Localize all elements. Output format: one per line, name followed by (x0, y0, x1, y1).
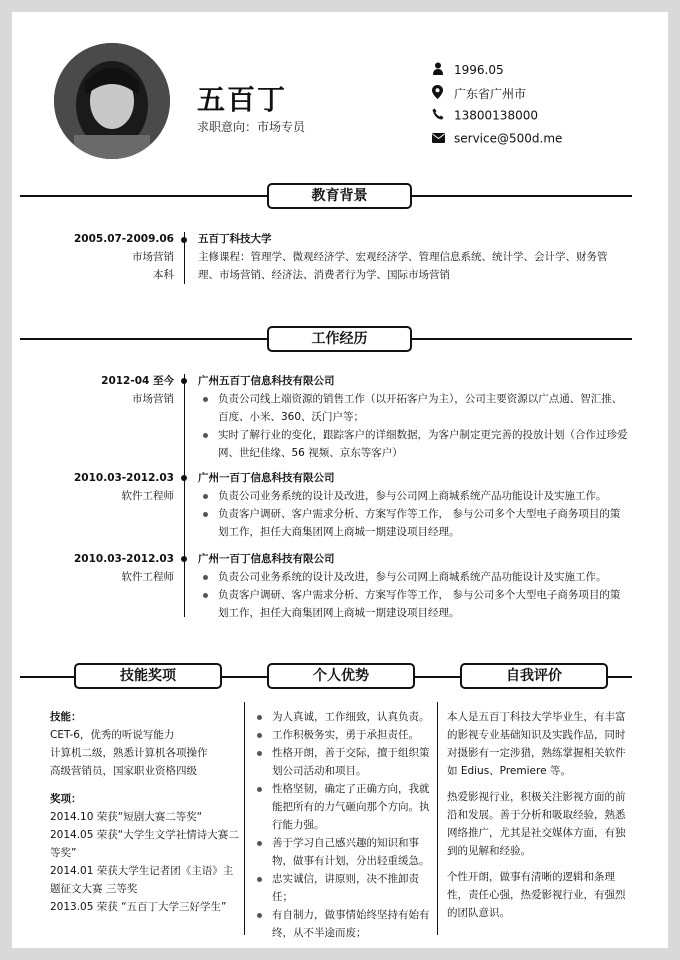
job-detail (198, 550, 628, 622)
job-company: 广州一百丁信息科技有限公司 (198, 553, 335, 565)
awards-label: 奖项： (50, 793, 82, 805)
work-heading: 工作经历 (267, 326, 412, 352)
profile-photo (54, 43, 170, 159)
skill-line: CET-6，优秀的听说写能力 (50, 729, 175, 741)
strength-item: 为人真诚，工作细致，认真负责。 (252, 708, 437, 726)
award-line: 2013.05 荣获 “五百丁大学三好学生” (50, 901, 227, 913)
contact-location: 广东省广州市 (432, 85, 526, 102)
work-timeline (184, 374, 185, 617)
mail-icon (432, 132, 446, 146)
job-role: 市场营销 (132, 393, 174, 405)
candidate-name: 五百丁 (197, 83, 288, 116)
timeline-dot (181, 378, 187, 384)
location-icon (432, 85, 446, 102)
job-bullet: 负责公司业务系统的设计及改进，参与公司网上商城系统产品功能设计及实施工作。 (198, 487, 628, 505)
job-intent: 求职意向：市场专员 (197, 120, 306, 134)
strength-item: 性格坚韧，确定了正确方向，我就能把所有的力气砸向那个方向。执行能力强。 (252, 780, 437, 834)
strength-item: 工作积极务实，勇于承担责任。 (252, 726, 437, 744)
job-company: 广州五百丁信息科技有限公司 (198, 375, 335, 387)
evaluation-heading: 自我评价 (460, 663, 608, 689)
evaluation-paragraph: 本人是五百丁科技大学毕业生，有丰富的影视专业基础知识及实践作品，同时对摄影有一定涉猎，熟练掌握相关软件如 Edius、Premiere 等。 (447, 711, 626, 777)
job-meta (24, 372, 174, 408)
education-date: 2005.07-2009.06 (73, 233, 174, 245)
job-meta (24, 469, 174, 505)
job-role: 软件工程师 (121, 571, 174, 583)
job-bullet: 负责公司业务系统的设计及改进，参与公司网上商城系统产品功能设计及实施工作。 (198, 568, 628, 586)
job-company: 广州一百丁信息科技有限公司 (198, 472, 335, 484)
education-major: 市场营销 (132, 251, 174, 263)
job-bullet: 负责客户调研、客户需求分析、方案写作等工作， 参与公司多个大型电子商务项目的策划工作，担任大商集团网上商城一期建设项目经理。 (198, 586, 628, 622)
column-divider (244, 702, 245, 935)
timeline-dot (181, 475, 187, 481)
contact-birth: 1996.05 (432, 62, 504, 78)
award-line: 2014.05 荣获“大学生文学社情诗大赛二等奖” (50, 829, 239, 859)
evaluation-paragraph: 个性开朗，做事有清晰的逻辑和条理性，责任心强，热爱影视行业，有强烈的团队意识。 (447, 871, 626, 919)
skill-line: 计算机二级，熟悉计算机各项操作 (50, 747, 208, 759)
strength-item: 有自制力，做事情始终坚持有始有终，从不半途而废； (252, 906, 437, 942)
evaluation-column (447, 708, 632, 930)
education-heading: 教育背景 (267, 183, 412, 209)
job-meta (24, 550, 174, 586)
strength-item: 忠实诚信，讲原则，决不推卸责任； (252, 870, 437, 906)
award-line: 2014.01 荣获大学生记者团《主语》主题征文大赛 三等奖 (50, 865, 234, 895)
education-meta (24, 230, 174, 284)
timeline-dot (181, 556, 187, 562)
strength-item: 善于学习自己感兴趣的知识和事物，做事有计划，分出轻重缓急。 (252, 834, 437, 870)
job-bullet: 实时了解行业的变化，跟踪客户的详细数据，为客户制定更完善的投放计划（合作过珍爱网、世纪佳缘、56 视频、京东等客户） (198, 426, 628, 462)
job-bullet: 负责客户调研、客户需求分析、方案写作等工作， 参与公司多个大型电子商务项目的策划工作，担任大商集团网上商城一期建设项目经理。 (198, 505, 628, 541)
person-icon (432, 62, 446, 78)
strengths-column (252, 708, 437, 942)
job-detail (198, 372, 628, 462)
skills-column (50, 708, 240, 916)
resume-page (12, 12, 668, 948)
job-role: 软件工程师 (121, 490, 174, 502)
skills-heading: 技能奖项 (74, 663, 222, 689)
education-detail (198, 230, 628, 284)
award-line: 2014.10 荣获“短剧大赛二等奖“ (50, 811, 203, 823)
timeline-dot (181, 237, 187, 243)
skills-label: 技能： (50, 711, 82, 723)
job-date: 2012-04 至今 (101, 375, 174, 387)
contact-email: service@500d.me (432, 131, 562, 146)
skill-line: 高级营销员，国家职业资格四级 (50, 765, 197, 777)
job-detail (198, 469, 628, 541)
strengths-heading: 个人优势 (267, 663, 415, 689)
education-degree: 本科 (153, 269, 174, 281)
contact-phone: 13800138000 (432, 108, 538, 123)
evaluation-paragraph: 热爱影视行业，积极关注影视方面的前沿和发展。善于分析和吸取经验，熟悉网络推广，尤其是社交媒体方面，有独到的见解和经验。 (447, 791, 626, 857)
job-date: 2010.03-2012.03 (73, 472, 174, 484)
job-bullet: 负责公司线上端资源的销售工作（以开拓客户为主），公司主要资源以广点通、智汇推、百度、小米、360、沃门户等； (198, 390, 628, 426)
education-school: 五百丁科技大学 (198, 233, 272, 245)
column-divider (437, 702, 438, 935)
job-date: 2010.03-2012.03 (73, 553, 174, 565)
education-courses: 主修课程：管理学、微观经济学、宏观经济学、管理信息系统、统计学、会计学、财务管理、市场营销、经济法、消费者行为学、国际市场营销 (198, 251, 608, 281)
phone-icon (432, 108, 446, 123)
strength-item: 性格开朗，善于交际，擅于组织策划公司活动和项目。 (252, 744, 437, 780)
